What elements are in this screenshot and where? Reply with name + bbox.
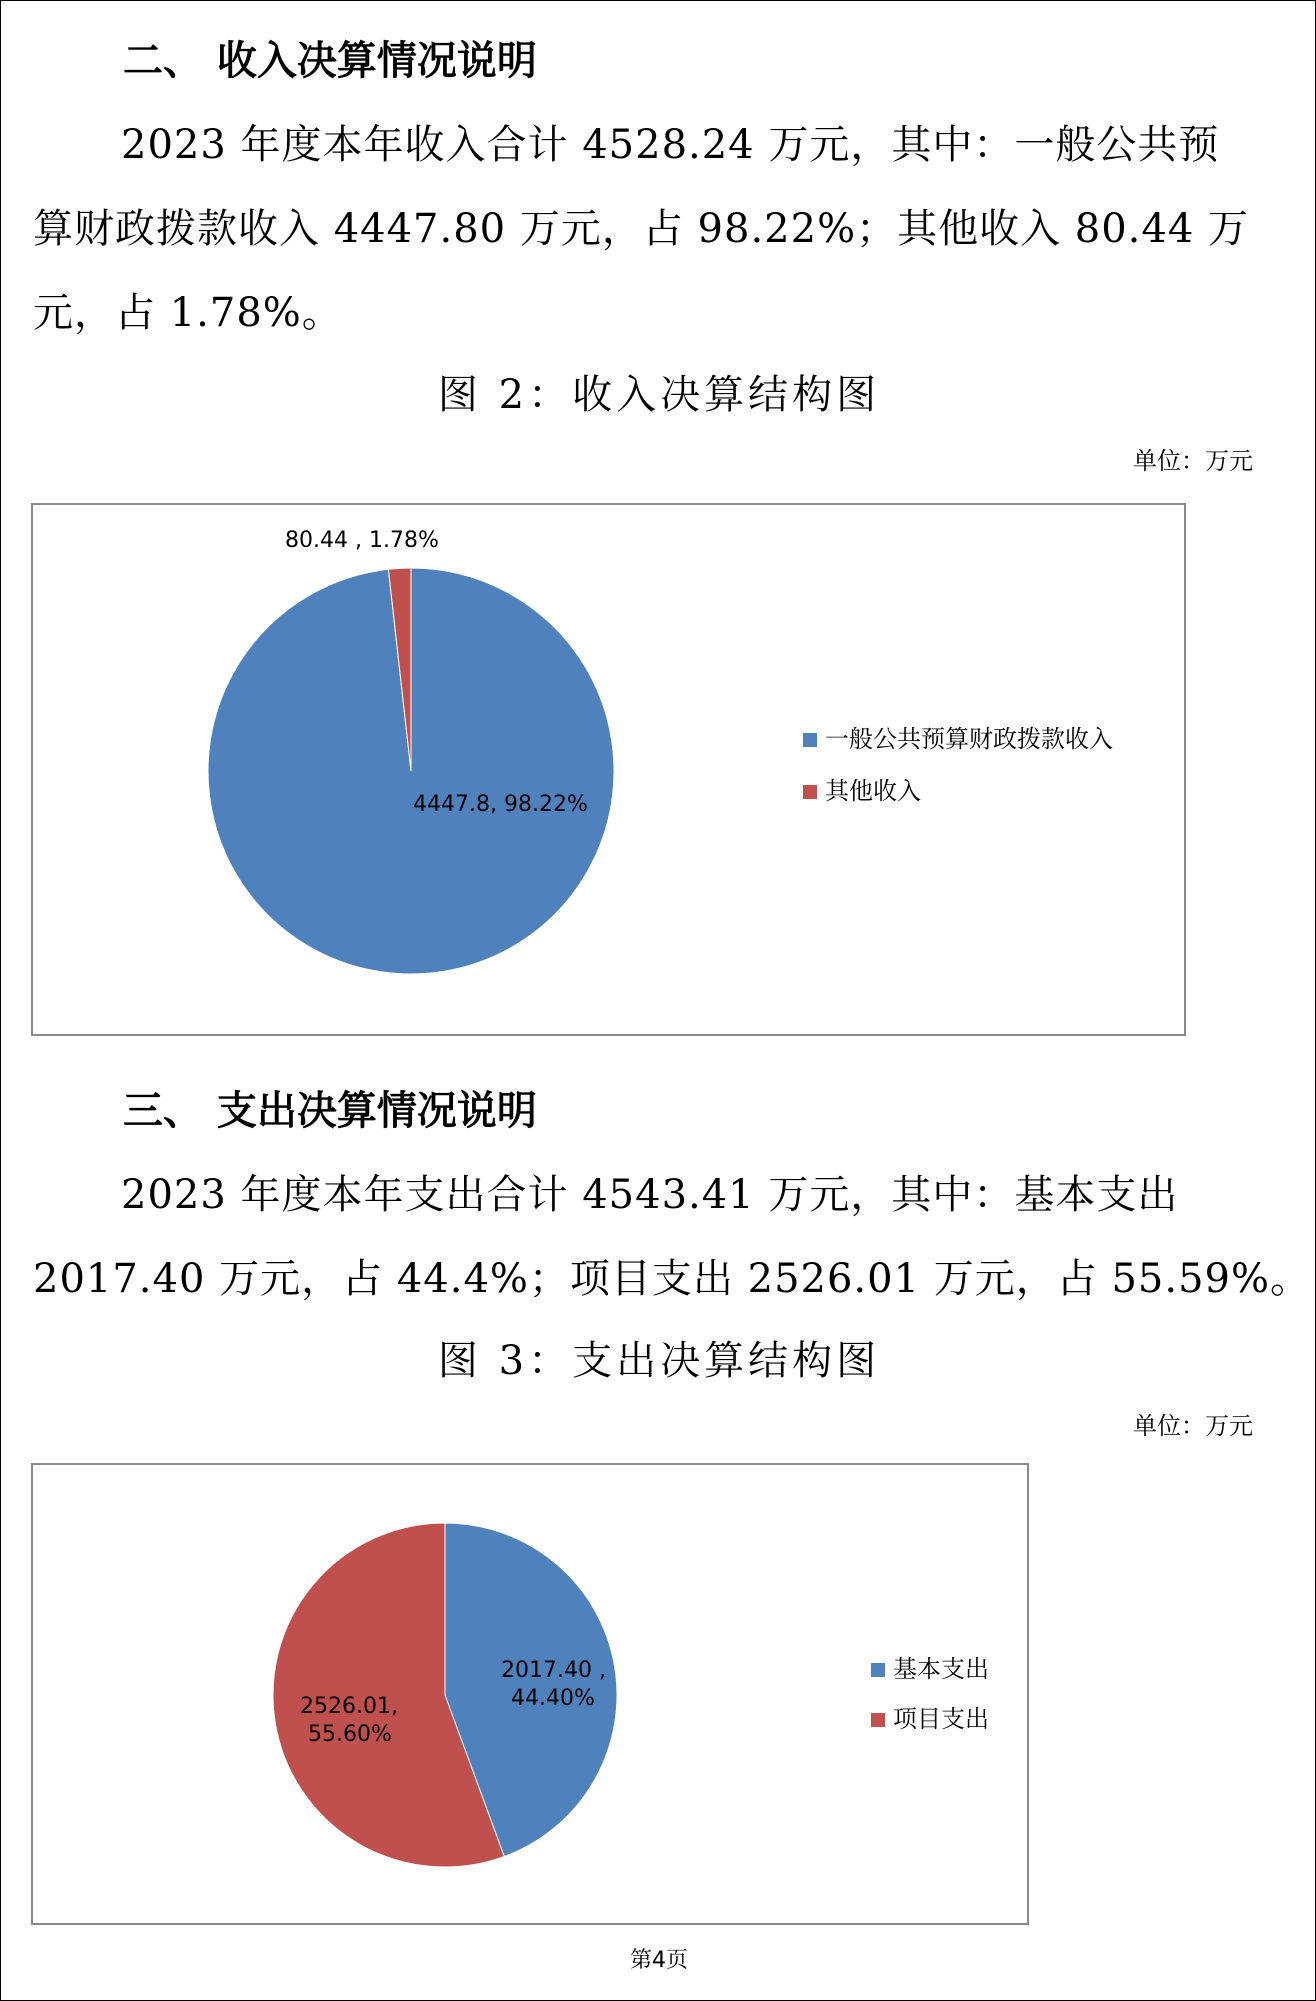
expenditure-pie-svg [33, 1465, 1027, 1923]
income-pie-chart [31, 503, 1186, 1036]
figure2-caption: 图 2：收入决算结构图 [437, 372, 881, 418]
section3-heading: 三、 支出决算情况说明 [123, 1088, 537, 1134]
income-pie-svg [33, 505, 1184, 1034]
section2-para-line-3: 元，占 1.78%。 [33, 290, 343, 336]
legend-label-1-0: 基本支出 [893, 1655, 989, 1683]
data-label-1-0: 2017.40 , 44.40% [501, 1658, 606, 1711]
legend-label-0-0: 一般公共预算财政拨款收入 [825, 725, 1113, 753]
data-label-0-1: 80.44 , 1.78% [285, 528, 439, 553]
legend-swatch-1-0 [871, 1663, 885, 1677]
page-number: 第4页 [630, 1948, 688, 1973]
legend-label-1-1: 项目支出 [893, 1705, 989, 1733]
section3-para-line-2: 2017.40 万元，占 44.4%；项目支出 2526.01 万元，占 55.59%。 [33, 1256, 1311, 1302]
section3-para-line-1: 2023 年度本年支出合计 4543.41 万元，其中：基本支出 [121, 1172, 1179, 1218]
legend-swatch-0-0 [803, 733, 817, 747]
section2-heading: 二、 收入决算情况说明 [123, 38, 537, 84]
figure3-caption: 图 3：支出决算结构图 [437, 1338, 881, 1384]
section2-para-line-1: 2023 年度本年收入合计 4528.24 万元，其中：一般公共预 [121, 122, 1220, 168]
figure3-unit: 单位：万元 [1133, 1412, 1253, 1440]
legend-label-0-1: 其他收入 [825, 777, 921, 805]
legend-swatch-1-1 [871, 1713, 885, 1727]
section2-para-line-2: 算财政拨款收入 4447.80 万元，占 98.22%；其他收入 80.44 万 [33, 206, 1250, 252]
data-label-1-1: 2526.01, 55.60% [300, 1694, 398, 1747]
data-label-0-0: 4447.8, 98.22% [413, 792, 588, 817]
expenditure-pie-chart [31, 1463, 1029, 1925]
legend-swatch-0-1 [803, 785, 817, 799]
figure2-unit: 单位：万元 [1133, 447, 1253, 475]
